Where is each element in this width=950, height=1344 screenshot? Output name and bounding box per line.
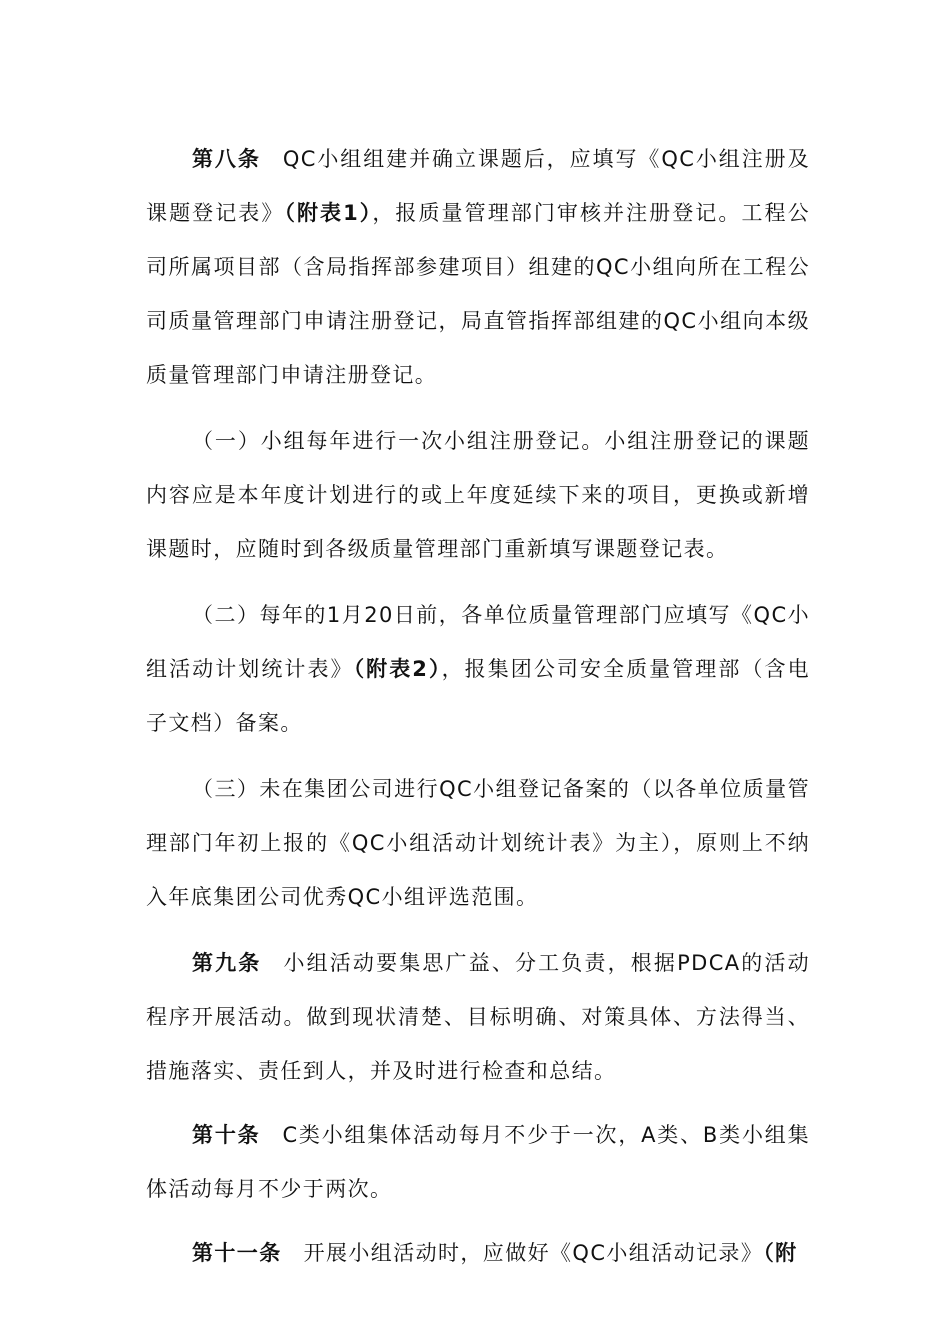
item-2-text-part1: （二）每年的1月20日前，各单位质量管理部门应填写《QC小组活动计划统计表》 [146,603,810,681]
article-11-appendix-ref: （附 [763,1241,798,1265]
item-1-text: （一）小组每年进行一次小组注册登记。小组注册登记的课题内容应是本年度计划进行的或上年度延续下来的项目，更换或新增课题时，应随时到各级质量管理部门重新填写课题登记表。 [146,429,810,561]
article-9-title: 第九条 [192,951,262,975]
article-8-paragraph [146,132,810,402]
item-2-paragraph [146,588,810,750]
item-2-text-part2: ，报集团公司安全质量管理部（含电子文档）备案。 [146,657,810,735]
article-11-paragraph [146,1226,810,1280]
item-3-paragraph [146,762,810,924]
item-1-paragraph [146,414,810,576]
article-11-text: 开展小组活动时，应做好《QC小组活动记录》 [303,1241,764,1265]
article-10-title: 第十条 [192,1123,261,1147]
article-10-paragraph [146,1108,810,1216]
item-3-text: （三）未在集团公司进行QC小组登记备案的（以各单位质量管理部门年初上报的《QC小组活动计划统计表》为主），原则上不纳入年底集团公司优秀QC小组评选范围。 [146,777,810,909]
article-9-text: 小组活动要集思广益、分工负责，根据PDCA的活动程序开展活动。做到现状清楚、目标明确、对策具体、方法得当、措施落实、责任到人，并及时进行检查和总结。 [146,951,810,1083]
article-8-text-part1: QC小组组建并确立课题后，应填写《QC小组注册及课题登记表》 [146,147,811,225]
article-10-text: C类小组集体活动每月不少于一次，A类、B类小组集体活动每月不少于两次。 [146,1123,810,1201]
article-8-appendix-ref: （附表1） [284,201,373,225]
article-9-paragraph [146,936,810,1098]
article-11-title: 第十一条 [192,1241,282,1265]
article-8-title: 第八条 [192,147,261,171]
document-page [146,132,810,1280]
article-8-text-part2: ，报质量管理部门审核并注册登记。工程公司所属项目部（含局指挥部参建项目）组建的QC小组向所在工程公司质量管理部门申请注册登记，局直管指挥部组建的QC小组向本级质量管理部门申请注册登记。 [146,201,810,387]
item-2-appendix-ref: （附表2） [353,657,442,681]
